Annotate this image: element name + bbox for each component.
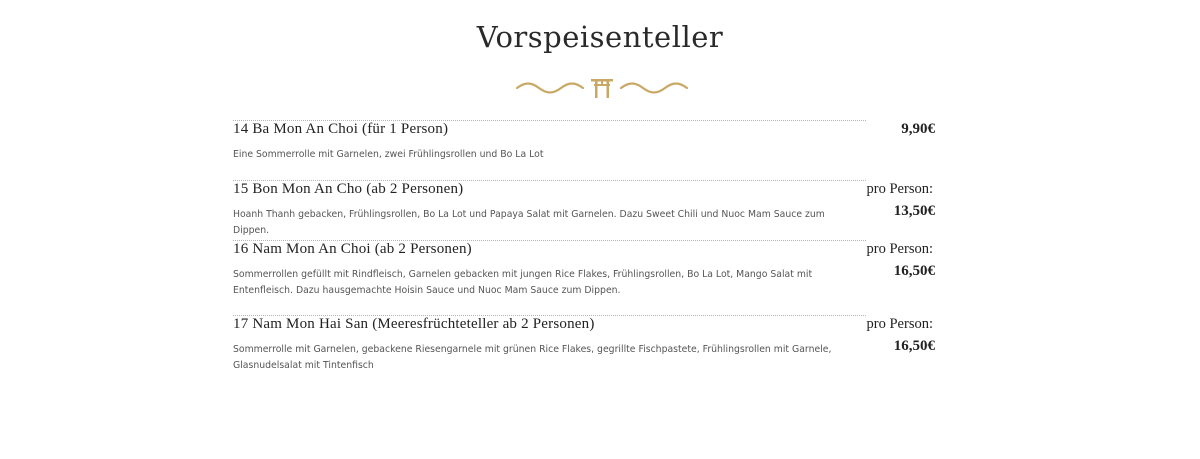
item-description: Eine Sommerrolle mit Garnelen, zwei Frühlingsrollen und Bo La Lot: [233, 149, 544, 160]
item-description: Sommerrollen gefüllt mit Rindfleisch, Garnelen gebacken mit jungen Rice Flakes, Frühlingsrollen, Bo La Lot, Mango Salat mit Entenfleisch. Dazu hausgemachte Hoisin Sauce und Nuoc Mam Sauce zum Dippen.: [233, 269, 813, 296]
item-description: Hoanh Thanh gebacken, Frühlingsrollen, Bo La Lot und Papaya Salat mit Garnelen. Dazu Sweet Chili und Nuoc Mam Sauce zum Dippen.: [233, 209, 825, 236]
item-title: 15 Bon Mon An Cho (ab 2 Personen): [233, 181, 464, 197]
menu-item: [233, 315, 943, 390]
torii-ornament-icon: [515, 76, 689, 100]
price-label: pro Person:: [866, 316, 933, 332]
item-price: 16,50€: [893, 263, 935, 279]
item-price: 16,50€: [893, 338, 935, 354]
menu-item: [233, 240, 943, 315]
item-price: 9,90€: [901, 121, 935, 137]
item-title: 14 Ba Mon An Choi (für 1 Person): [233, 121, 449, 137]
menu-list: [233, 120, 943, 390]
page-title: Vorspeisenteller: [476, 20, 724, 54]
item-title: 16 Nam Mon An Choi (ab 2 Personen): [233, 241, 472, 257]
price-label: pro Person:: [866, 181, 933, 197]
price-label: pro Person:: [866, 241, 933, 257]
menu-item: [233, 180, 943, 240]
item-description: Sommerrolle mit Garnelen, gebackene Riesengarnele mit grünen Rice Flakes, gegrillte Fischpastete, Frühlingsrollen mit Garnele, Glasnudelsalat mit Tintenfisch: [233, 344, 832, 371]
item-title: 17 Nam Mon Hai San (Meeresfrüchteteller ab 2 Personen): [233, 316, 595, 332]
item-price: 13,50€: [893, 203, 935, 219]
menu-item: [233, 120, 943, 180]
